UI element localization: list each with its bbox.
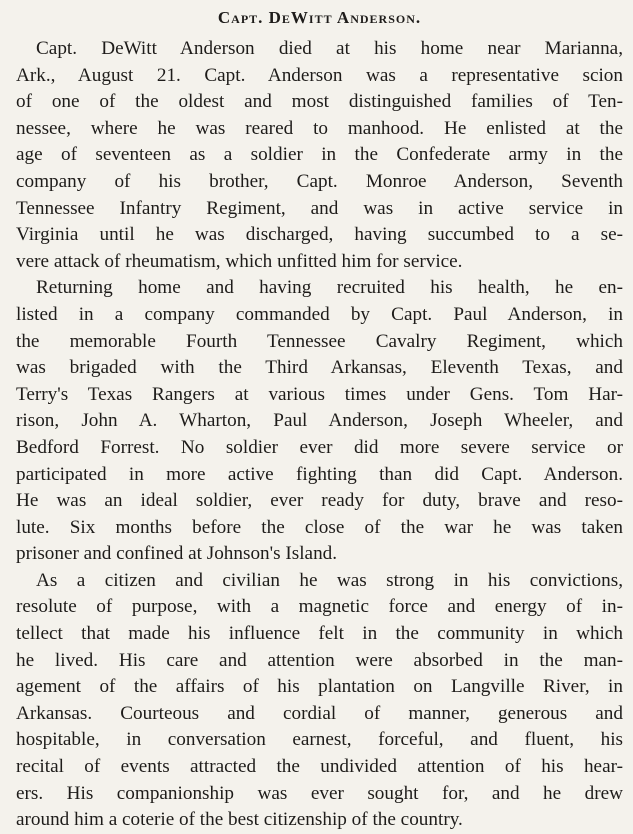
text-line: nessee, where he was reared to manhood. He enlisted at the [16,117,623,139]
text-line: resolute of purpose, with a magnetic force and energy of in- [16,596,623,618]
text-line: vere attack of rheumatism, which unfitted him for service. [16,250,463,272]
text-line: Ark., August 21. Capt. Anderson was a representative scion [16,64,623,86]
text-line: he lived. His care and attention were absorbed in the man- [16,649,623,671]
text-line: Arkansas. Courteous and cordial of manner, generous and [16,702,623,724]
text-line: tellect that made his influence felt in the community in which [16,623,623,645]
paragraph-3 [16,568,623,834]
text-line: listed in a company commanded by Capt. Paul Anderson, in [16,303,623,325]
text-line: prisoner and confined at Johnson's Island. [16,543,338,565]
article-title: Capt. DeWitt Anderson. [217,8,422,27]
text-line: the memorable Fourth Tennessee Cavalry Regiment, which [16,330,623,352]
text-line: He was an ideal soldier, ever ready for duty, brave and reso- [16,490,623,512]
text-line: Bedford Forrest. No soldier ever did more severe service or [16,436,623,458]
text-line: agement of the affairs of his plantation on Langville River, in [16,676,623,698]
text-line: As a citizen and civilian he was strong in his convictions, [36,569,623,591]
text-line: Terry's Texas Rangers at various times under Gens. Tom Har- [16,383,623,405]
text-line: of one of the oldest and most distinguished families of Ten- [16,91,623,113]
text-line: Returning home and having recruited his health, he en- [36,277,623,299]
text-line: lute. Six months before the close of the war he was taken [16,516,623,538]
text-line: recital of events attracted the undivided attention of his hear- [16,756,623,778]
text-line: around him a coterie of the best citizenship of the country. [16,809,463,831]
text-line: Capt. DeWitt Anderson died at his home near Marianna, [36,38,623,59]
paragraph-2 [16,275,623,568]
text-line: hospitable, in conversation earnest, forceful, and fluent, his [16,729,623,751]
text-line: participated in more active fighting than did Capt. Anderson. [16,463,623,485]
text-line: age of seventeen as a soldier in the Confederate army in the [16,144,623,166]
text-line: was brigaded with the Third Arkansas, Eleventh Texas, and [16,357,623,379]
text-line: Virginia until he was discharged, having succumbed to a se- [16,224,623,246]
text-line: rison, John A. Wharton, Paul Anderson, Joseph Wheeler, and [16,410,623,432]
text-line: Tennessee Infantry Regiment, and was in active service in [16,197,623,219]
paragraph-1 [16,36,623,275]
text-line: ers. His companionship was ever sought for, and he drew [16,782,623,804]
text-line: company of his brother, Capt. Monroe Anderson, Seventh [16,170,623,192]
